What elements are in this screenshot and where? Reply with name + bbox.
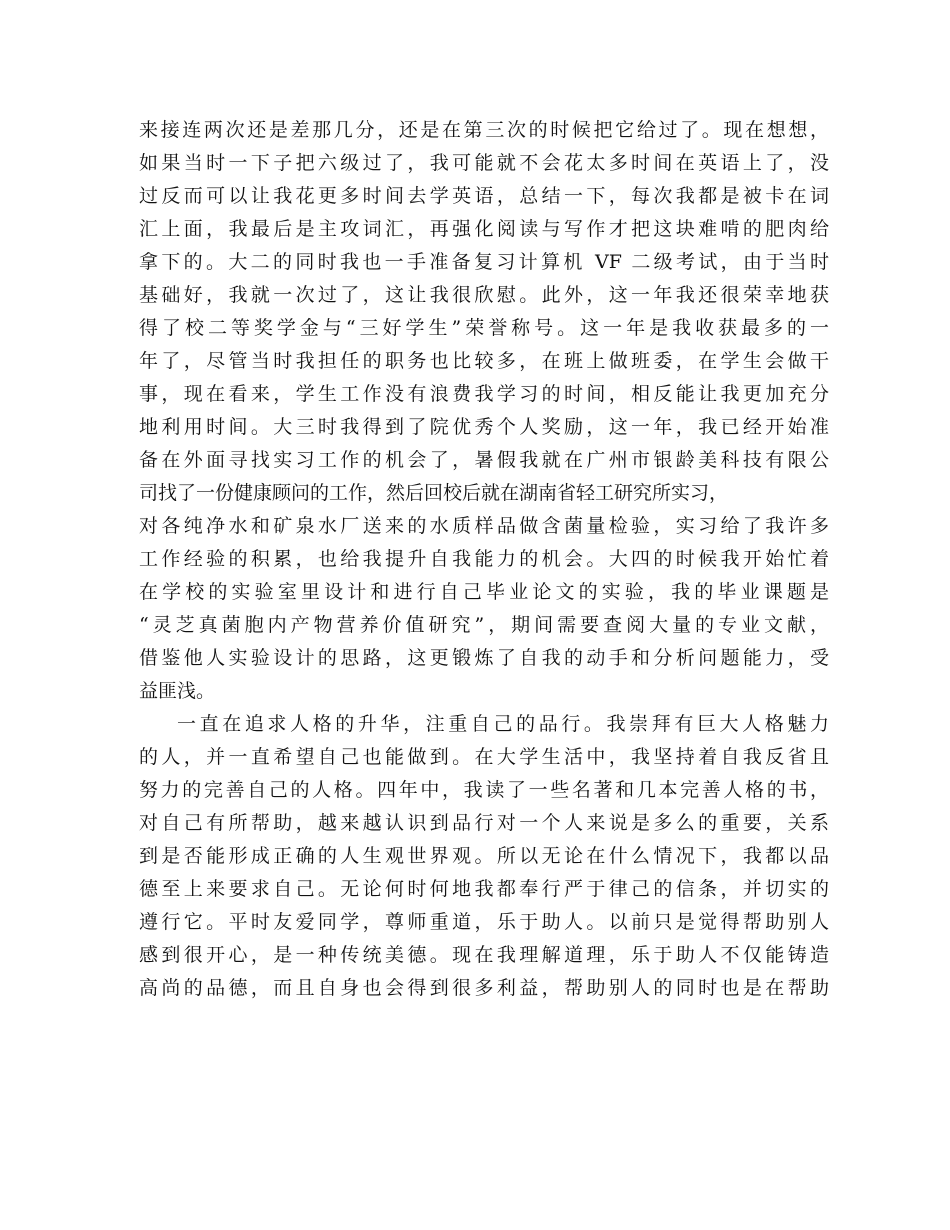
text-line: 来接连两次还是差那几分，还是在第三次的时候把它给过了。现在想想， bbox=[139, 119, 829, 141]
text-line: 到是否能形成正确的人生观世界观。所以无论在什么情况下，我都以品 bbox=[139, 845, 829, 867]
body-text bbox=[139, 114, 829, 1005]
text-line: 备在外面寻找实习工作的机会了，暑假我就在广州市银龄美科技有限公 bbox=[139, 449, 829, 471]
text-line: 高尚的品德，而且自身也会得到很多利益，帮助别人的同时也是在帮助 bbox=[139, 977, 829, 999]
paragraph-1 bbox=[139, 114, 829, 708]
text-line: 的人，并一直希望自己也能做到。在大学生活中，我坚持着自我反省且 bbox=[139, 746, 829, 768]
text-line: 工作经验的积累，也给我提升自我能力的机会。大四的时候我开始忙着 bbox=[139, 548, 829, 570]
text-line: 对自己有所帮助，越来越认识到品行对一个人来说是多么的重要，关系 bbox=[139, 812, 829, 834]
text-line: 年了，尽管当时我担任的职务也比较多，在班上做班委，在学生会做干 bbox=[139, 350, 829, 372]
text-line: 地利用时间。大三时我得到了院优秀个人奖励，这一年，我已经开始准 bbox=[139, 416, 829, 438]
text-line: 拿下的。大二的同时我也一手准备复习计算机 VF 二级考试，由于当时 bbox=[139, 251, 829, 273]
text-line: 对各纯净水和矿泉水厂送来的水质样品做含菌量检验，实习给了我许多 bbox=[139, 515, 829, 537]
text-line: 过反而可以让我花更多时间去学英语，总结一下，每次我都是被卡在词 bbox=[139, 185, 829, 207]
text-line: 益匪浅。 bbox=[139, 680, 216, 702]
text-line: 汇上面，我最后是主攻词汇，再强化阅读与写作才把这块难啃的肥肉给 bbox=[139, 218, 829, 240]
text-line: 努力的完善自己的人格。四年中，我读了一些名著和几本完善人格的书， bbox=[139, 779, 829, 801]
text-line: 遵行它。平时友爱同学，尊师重道，乐于助人。以前只是觉得帮助别人 bbox=[139, 911, 829, 933]
text-line: 得了校二等奖学金与“三好学生”荣誉称号。这一年是我收获最多的一 bbox=[139, 317, 829, 339]
text-line: 基础好，我就一次过了，这让我很欣慰。此外，这一年我还很荣幸地获 bbox=[139, 284, 829, 306]
text-line: 事，现在看来，学生工作没有浪费我学习的时间，相反能让我更加充分 bbox=[139, 383, 829, 405]
text-line: 德至上来要求自己。无论何时何地我都奉行严于律己的信条，并切实的 bbox=[139, 878, 829, 900]
text-line: 借鉴他人实验设计的思路，这更锻炼了自我的动手和分析问题能力，受 bbox=[139, 647, 829, 669]
text-line: 一直在追求人格的升华，注重自己的品行。我崇拜有巨大人格魅力 bbox=[177, 713, 829, 735]
text-line: 司找了一份健康顾问的工作，然后回校后就在湖南省轻工研究所实习， bbox=[139, 482, 729, 504]
text-line: 感到很开心，是一种传统美德。现在我理解道理，乐于助人不仅能铸造 bbox=[139, 944, 829, 966]
text-line: 在学校的实验室里设计和进行自己毕业论文的实验，我的毕业课题是 bbox=[139, 581, 829, 603]
paragraph-2 bbox=[139, 708, 829, 1005]
text-line: 如果当时一下子把六级过了，我可能就不会花太多时间在英语上了，没 bbox=[139, 152, 829, 174]
text-line: “灵芝真菌胞内产物营养价值研究”，期间需要查阅大量的专业文献， bbox=[139, 614, 829, 636]
